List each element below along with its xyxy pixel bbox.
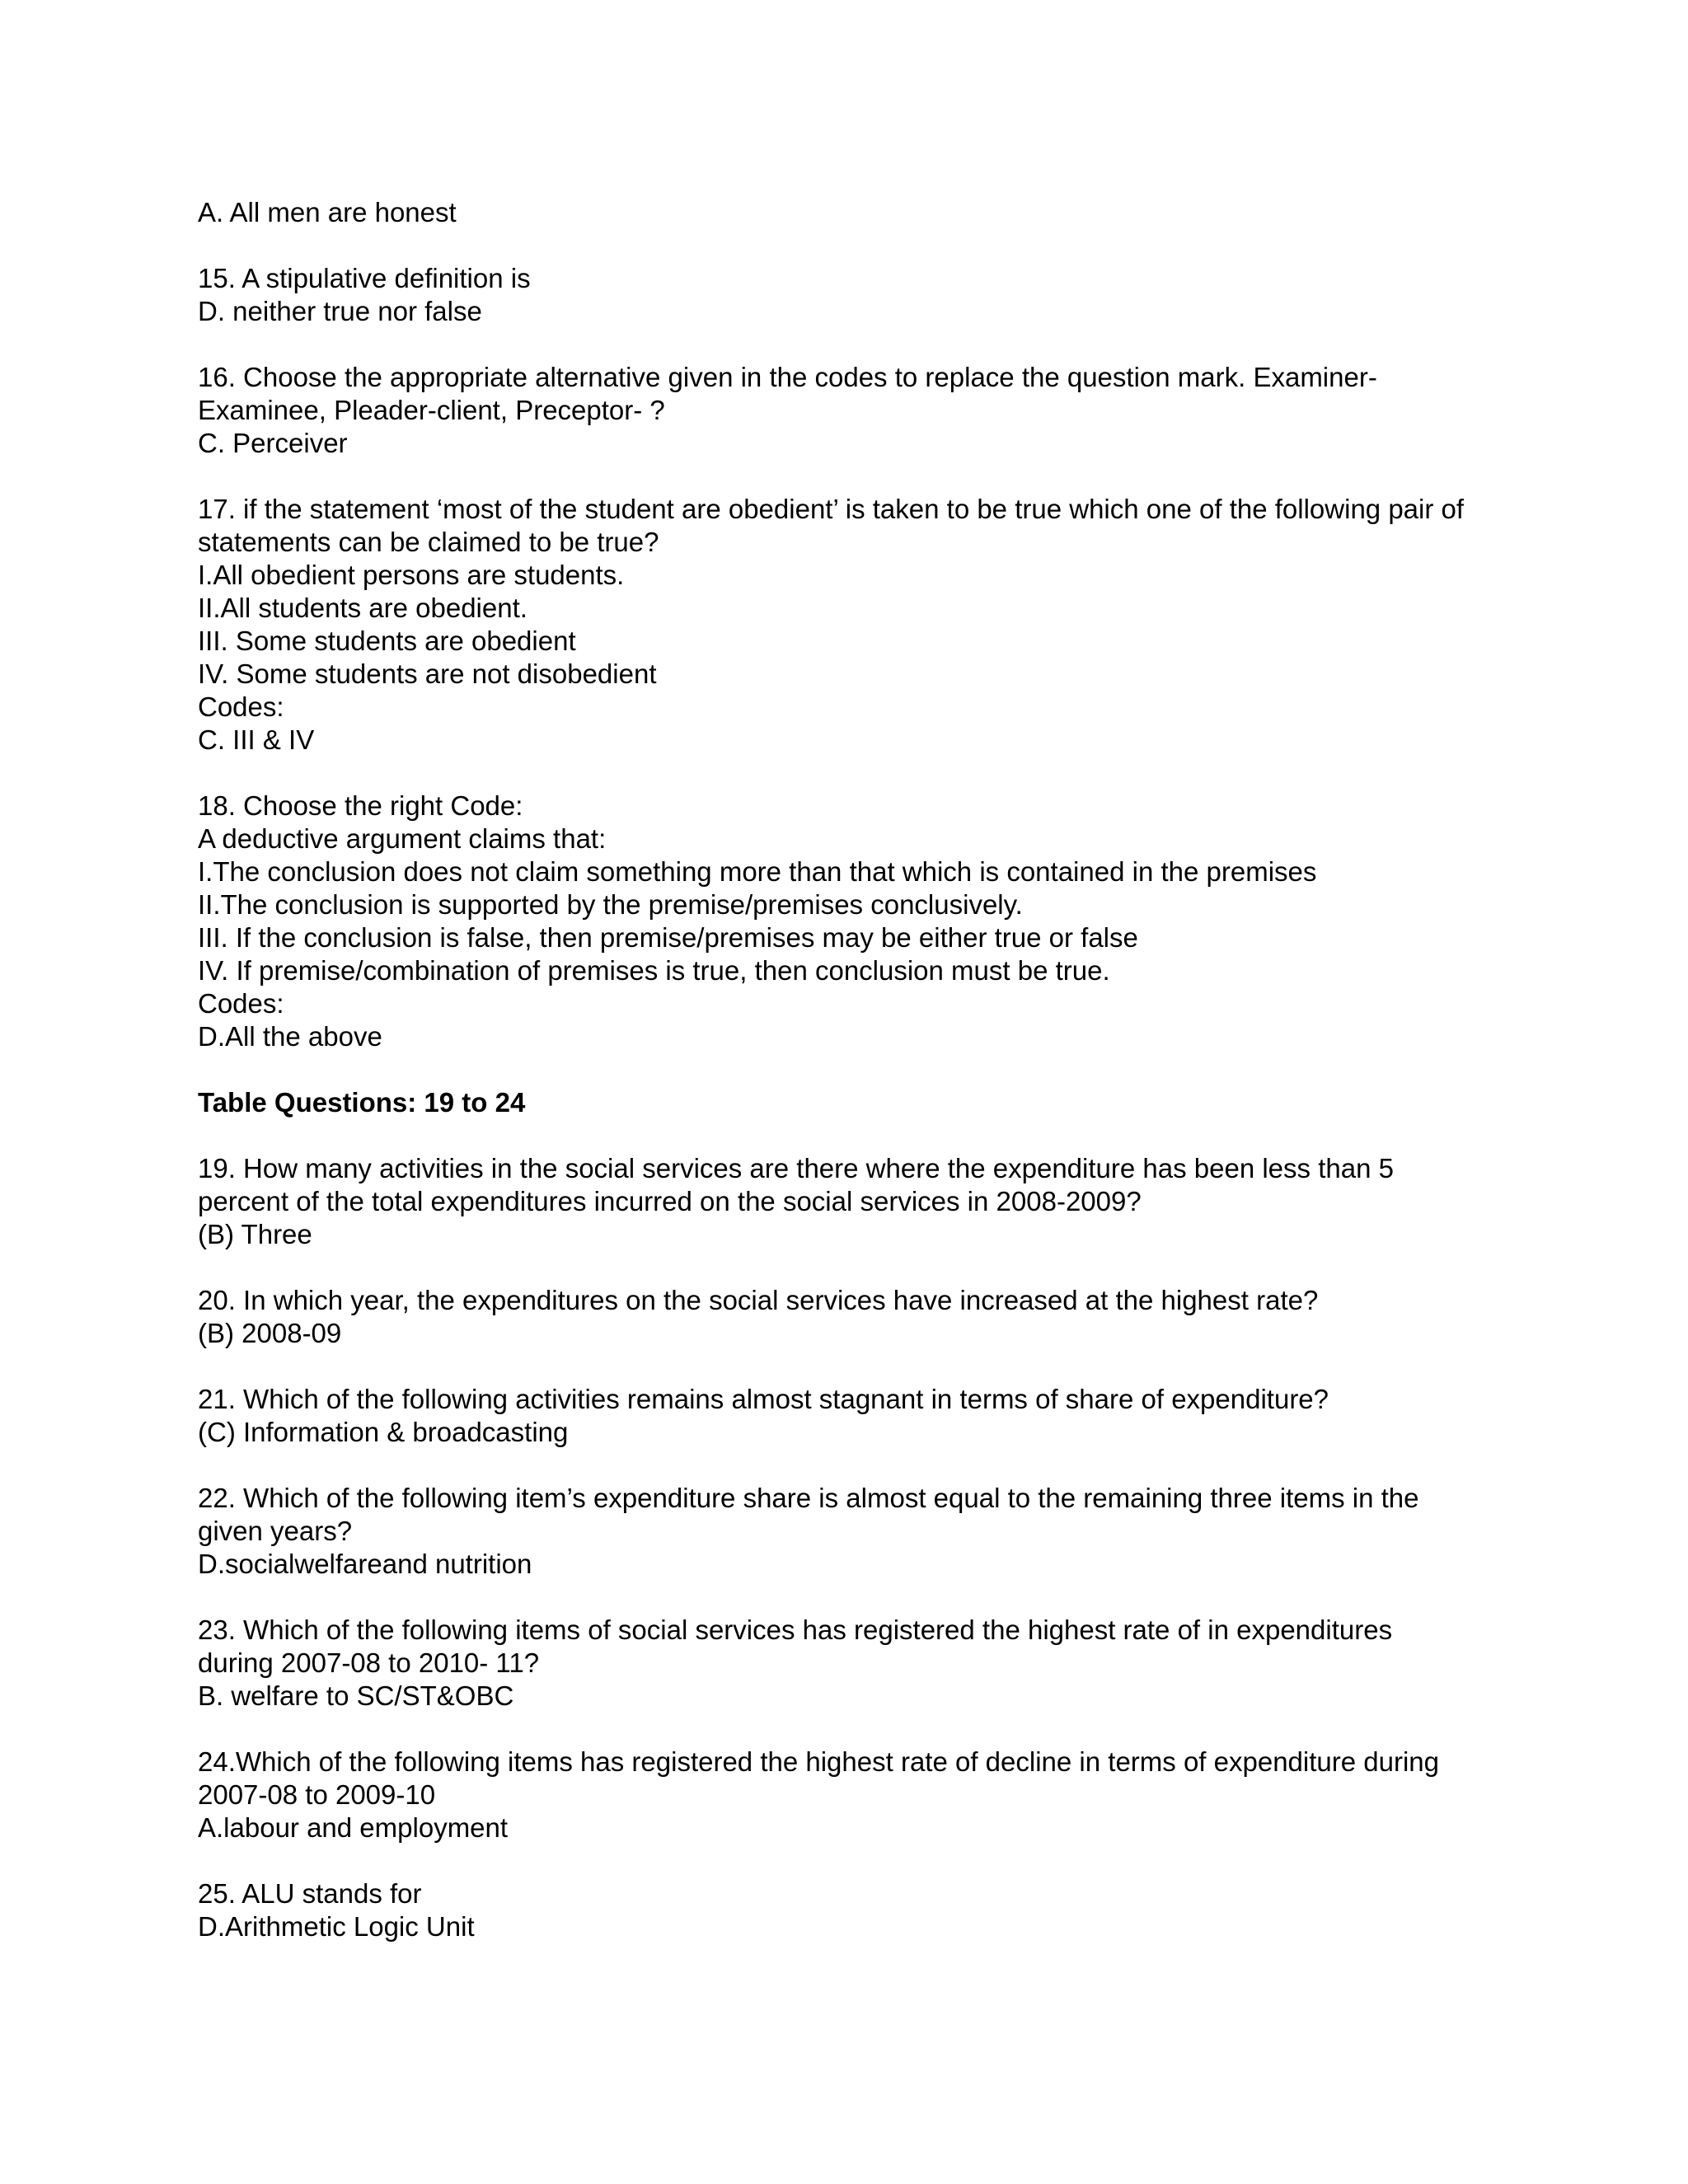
question-line: 17. if the statement ‘most of the student are obedient’ is taken to be true which one of the following pair of (198, 494, 1465, 524)
codes-label: Codes: (198, 988, 284, 1019)
answer-line: C. Perceiver (198, 428, 348, 458)
question-block-17 (198, 493, 1484, 757)
answer-line: A.labour and employment (198, 1812, 509, 1843)
codes-label: Codes: (198, 691, 284, 722)
section-heading-block (198, 1086, 1484, 1119)
statement-line: I.The conclusion does not claim something more than that which is contained in the premises (198, 856, 1317, 887)
question-block-19 (198, 1152, 1484, 1251)
answer-block-14 (198, 196, 1484, 229)
question-block-24 (198, 1746, 1484, 1844)
answer-line: D.socialwelfareand nutrition (198, 1549, 532, 1579)
question-block-18 (198, 790, 1484, 1053)
statement-line: IV. If premise/combination of premises is true, then conclusion must be true. (198, 955, 1110, 986)
statement-line: I.All obedient persons are students. (198, 560, 625, 590)
answer-line: (C) Information & broadcasting (198, 1417, 569, 1447)
question-block-16 (198, 361, 1484, 460)
question-block-21 (198, 1383, 1484, 1449)
question-line: 16. Choose the appropriate alternative given in the codes to replace the question mark. Examiner- (198, 362, 1377, 392)
statement-line: II.All students are obedient. (198, 593, 528, 623)
question-line: 18. Choose the right Code: (198, 790, 523, 821)
answer-line: (B) 2008-09 (198, 1318, 342, 1348)
question-line: Examinee, Pleader-client, Preceptor- ? (198, 395, 665, 425)
answer-line: A. All men are honest (198, 197, 457, 227)
question-line: 21. Which of the following activities remains almost stagnant in terms of share of expenditure? (198, 1384, 1329, 1414)
question-line: 22. Which of the following item’s expenditure share is almost equal to the remaining three items in the (198, 1483, 1419, 1513)
question-line: 20. In which year, the expenditures on the social services have increased at the highest rate? (198, 1285, 1319, 1315)
question-block-25 (198, 1877, 1484, 1943)
section-heading: Table Questions: 19 to 24 (198, 1087, 526, 1118)
question-line: A deductive argument claims that: (198, 823, 607, 854)
statement-line: III. If the conclusion is false, then premise/premises may be either true or false (198, 922, 1138, 953)
answer-line: D. neither true nor false (198, 296, 482, 326)
question-block-23 (198, 1614, 1484, 1713)
question-line: 19. How many activities in the social services are there where the expenditure has been less than 5 (198, 1153, 1394, 1183)
answer-line: B. welfare to SC/ST&OBC (198, 1680, 514, 1711)
question-line: 2007-08 to 2009-10 (198, 1779, 436, 1810)
question-line: statements can be claimed to be true? (198, 527, 659, 557)
question-line: 23. Which of the following items of social services has registered the highest rate of in expenditures (198, 1615, 1393, 1645)
answer-line: D.All the above (198, 1021, 382, 1052)
question-block-20 (198, 1284, 1484, 1350)
statement-line: II.The conclusion is supported by the premise/premises conclusively. (198, 889, 1023, 920)
question-line: percent of the total expenditures incurred on the social services in 2008-2009? (198, 1186, 1142, 1216)
answer-line: D.Arithmetic Logic Unit (198, 1911, 475, 1942)
answer-line: C. III & IV (198, 724, 315, 755)
document-page (198, 196, 1484, 1976)
answer-line: (B) Three (198, 1219, 312, 1249)
question-line: 24.Which of the following items has registered the highest rate of decline in terms of expenditure during (198, 1746, 1439, 1777)
question-line: during 2007-08 to 2010- 11? (198, 1647, 540, 1678)
question-block-15 (198, 262, 1484, 328)
question-block-22 (198, 1482, 1484, 1581)
question-line: given years? (198, 1516, 353, 1546)
question-line: 25. ALU stands for (198, 1878, 422, 1909)
statement-line: III. Some students are obedient (198, 626, 576, 656)
question-line: 15. A stipulative definition is (198, 263, 531, 293)
statement-line: IV. Some students are not disobedient (198, 658, 657, 689)
